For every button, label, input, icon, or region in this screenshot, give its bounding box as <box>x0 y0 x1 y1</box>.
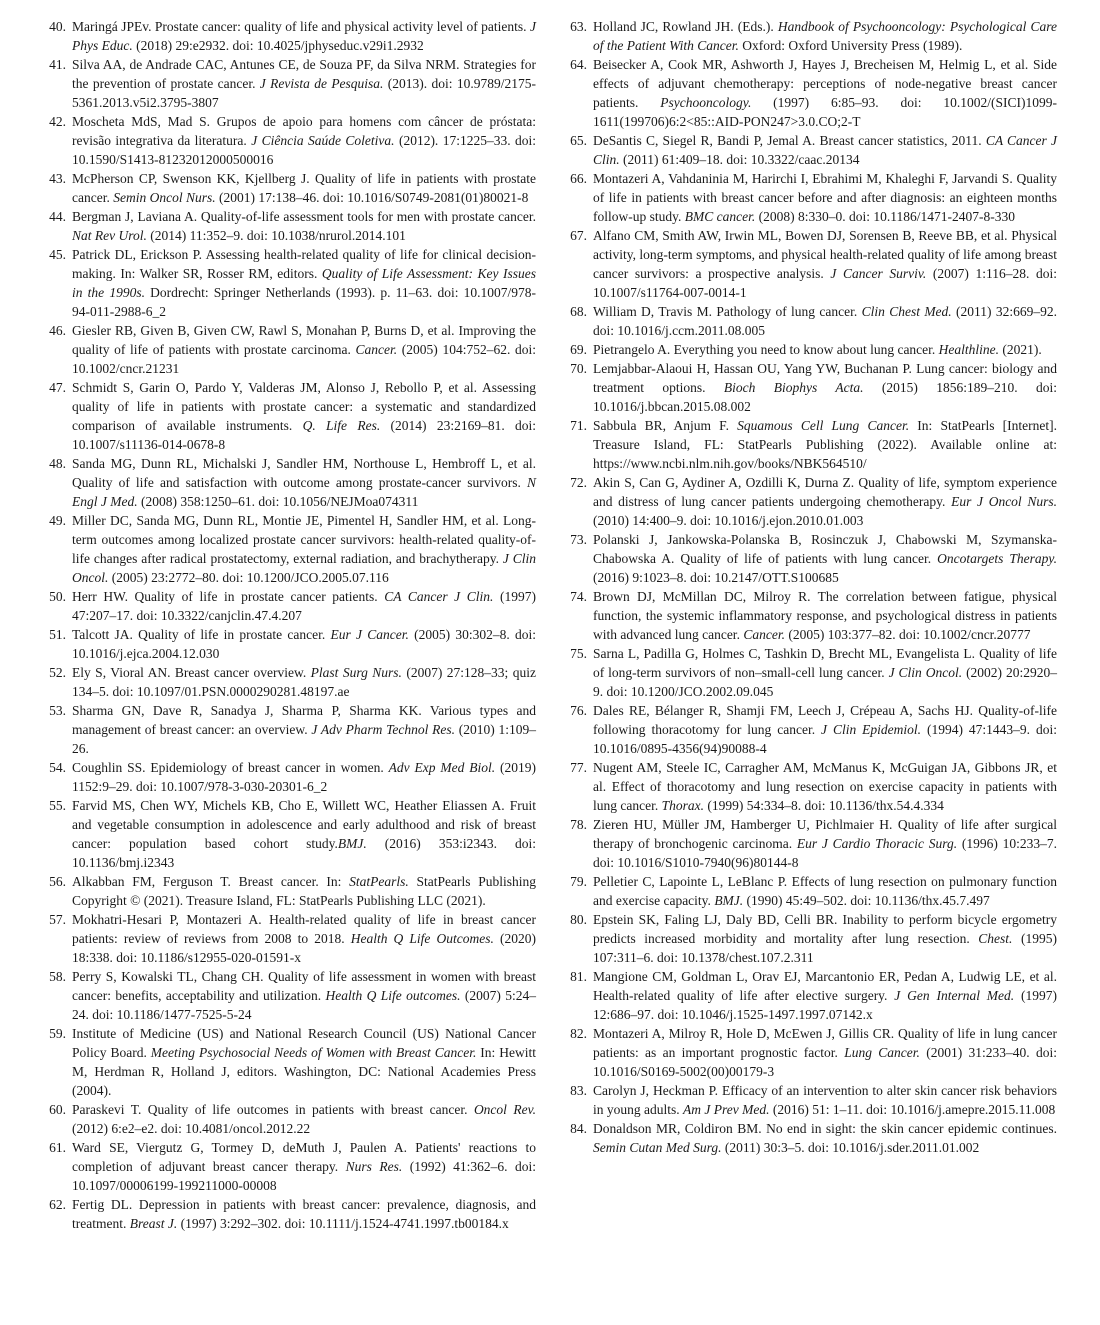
reference-number: 41. <box>49 57 66 72</box>
reference-text: DeSantis C, Siegel R, Bandi P, Jemal A. Breast cancer statistics, 2011. <box>593 133 986 148</box>
reference-number: 64. <box>570 57 587 72</box>
reference-journal: Health Q Life outcomes. <box>325 988 461 1003</box>
reference-text: (2008) 8:330–0. doi: 10.1186/1471-2407-8-330 <box>755 209 1015 224</box>
reference-number: 78. <box>570 817 587 832</box>
reference-text: Pelletier C, Lapointe L, LeBlanc P. Effects of lung resection on pulmonary function and exercise capacity. <box>593 874 1057 908</box>
reference-journal: BMJ. <box>714 893 744 908</box>
reference-number: 55. <box>49 798 66 813</box>
reference-number: 52. <box>49 665 66 680</box>
reference-text: Pietrangelo A. Everything you need to know about lung cancer. <box>593 342 939 357</box>
reference-journal: Q. Life Res. <box>302 418 381 433</box>
reference-number: 63. <box>570 19 587 34</box>
reference-text: (1997) 6:85–93. doi: 10.1002/(SICI)1099-1611(199706)6:2<85::AID-PON247>3.0.CO;2-T <box>593 95 1057 129</box>
reference-text: StatPearls Publishing Copyright © (2021). Treasure Island, FL: StatPearls Publishing LLC (2021). <box>72 874 536 908</box>
reference-entry <box>561 701 1057 758</box>
reference-number: 80. <box>570 912 587 927</box>
reference-text: Paraskevi T. Quality of life outcomes in patients with breast cancer. <box>72 1102 474 1117</box>
reference-number: 61. <box>49 1140 66 1155</box>
reference-entry <box>561 587 1057 644</box>
reference-text: Polanski J, Jankowska-Polanska B, Rosinczuk J, Chabowski M, Szymanska-Chabowska A. Quality of life of patients with lung cancer. <box>593 532 1057 566</box>
reference-text: (2002) 20:2920–9. doi: 10.1200/JCO.2002.09.045 <box>593 665 1057 699</box>
reference-journal: J Phys Educ. <box>72 19 536 53</box>
reference-journal: J Ciência Saúde Coletiva. <box>251 133 395 148</box>
reference-text: Sabbula BR, Anjum F. <box>593 418 738 433</box>
reference-number: 73. <box>570 532 587 547</box>
reference-text: (1996) 10:233–7. doi: 10.1016/S1010-7940(96)80144-8 <box>593 836 1058 870</box>
reference-text: Silva AA, de Andrade CAC, Antunes CE, de Souza PF, da Silva NRM. Strategies for the prevention of prostate cancer. <box>72 57 536 91</box>
reference-text: (2019) 1152:9–29. doi: 10.1007/978-3-030-20301-6_2 <box>72 760 536 794</box>
reference-number: 81. <box>570 969 587 984</box>
reference-text: (1999) 54:334–8. doi: 10.1136/thx.54.4.334 <box>704 798 944 813</box>
reference-journal: Healthline. <box>938 342 1000 357</box>
reference-entry <box>40 17 536 55</box>
reference-entry <box>561 1081 1057 1119</box>
reference-number: 66. <box>570 171 587 186</box>
reference-text: Holland JC, Rowland JH. (Eds.). <box>593 19 778 34</box>
reference-journal: Nurs Res. <box>345 1159 403 1174</box>
reference-number: 40. <box>49 19 66 34</box>
reference-text: Sarna L, Padilla G, Holmes C, Tashkin D, Brecht ML, Evangelista L. Quality of life of long-term survivors of non–small-cell lung cancer. <box>593 646 1057 680</box>
reference-number: 47. <box>49 380 66 395</box>
reference-number: 50. <box>49 589 66 604</box>
reference-entry <box>40 112 536 169</box>
reference-text: Donaldson MR, Coldiron BM. No end in sight: the skin cancer epidemic continues. <box>593 1121 1057 1136</box>
reference-text: Alkabban FM, Ferguson T. Breast cancer. In: <box>72 874 350 889</box>
reference-entry <box>561 359 1057 416</box>
reference-entry <box>561 872 1057 910</box>
reference-text: Akin S, Can G, Aydiner A, Ozdilli K, Durna Z. Quality of life, symptom experience and distress of lung cancer patients undergoing chemotherapy. <box>593 475 1057 509</box>
reference-entry <box>561 55 1057 131</box>
reference-text: Sharma GN, Dave R, Sanadya J, Sharma P, Sharma KK. Various types and management of breast cancer: an overview. <box>72 703 536 737</box>
reference-entry <box>40 701 536 758</box>
reference-text: (2001) 31:233–40. doi: 10.1016/S0169-5002(00)00179-3 <box>593 1045 1057 1079</box>
reference-entry <box>40 967 536 1024</box>
reference-text: (2007) 27:128–33; quiz 134–5. doi: 10.1097/01.PSN.0000290281.48197.ae <box>72 665 536 699</box>
reference-number: 75. <box>570 646 587 661</box>
reference-entry <box>40 55 536 112</box>
reference-entry <box>40 872 536 910</box>
reference-text: Schmidt S, Garin O, Pardo Y, Valderas JM, Alonso J, Rebollo P, et al. Assessing quality of life in patients with prostate cancer: a systematic and standardized comparison of available instruments. <box>72 380 536 433</box>
reference-text: (1994) 47:1443–9. doi: 10.1016/0895-4356(94)90088-4 <box>593 722 1057 756</box>
reference-journal: Meeting Psychosocial Needs of Women with Breast Cancer. <box>150 1045 477 1060</box>
reference-entry <box>561 226 1057 302</box>
reference-text: Perry S, Kowalski TL, Chang CH. Quality of life assessment in women with breast cancer: benefits, acceptability and utilization. <box>72 969 536 1003</box>
reference-text: (2005) 30:302–8. doi: 10.1016/j.ejca.2004.12.030 <box>72 627 536 661</box>
reference-text: Fertig DL. Depression in patients with breast cancer: prevalence, diagnosis, and treatment. <box>72 1197 536 1231</box>
reference-entry <box>40 796 536 872</box>
reference-entry <box>561 910 1057 967</box>
reference-number: 62. <box>49 1197 66 1212</box>
reference-journal: Handbook of Psychooncology: Psychological Care of the Patient With Cancer. <box>593 19 1057 53</box>
reference-number: 57. <box>49 912 66 927</box>
reference-journal: BMJ. <box>337 836 367 851</box>
reference-number: 69. <box>570 342 587 357</box>
reference-number: 56. <box>49 874 66 889</box>
reference-journal: CA Cancer J Clin. <box>384 589 494 604</box>
reference-text: (2016) 51: 1–11. doi: 10.1016/j.amepre.2015.11.008 <box>769 1102 1056 1117</box>
reference-text: (2011) 32:669–92. doi: 10.1016/j.ccm.2011.08.005 <box>593 304 1058 338</box>
reference-column-right <box>561 17 1057 1157</box>
reference-number: 65. <box>570 133 587 148</box>
reference-number: 48. <box>49 456 66 471</box>
reference-text: (2005) 23:2772–80. doi: 10.1200/JCO.2005.07.116 <box>108 570 389 585</box>
reference-journal: Quality of Life Assessment: Key Issues in the 1990s. <box>72 266 536 300</box>
reference-journal: Nat Rev Urol. <box>72 228 147 243</box>
reference-entry <box>40 454 536 511</box>
reference-journal: Plast Surg Nurs. <box>310 665 402 680</box>
reference-journal: J Clin Epidemiol. <box>821 722 922 737</box>
reference-journal: Chest. <box>978 931 1013 946</box>
reference-entry <box>40 663 536 701</box>
reference-text: Farvid MS, Chen WY, Michels KB, Cho E, Willett WC, Heather Eliassen A. Fruit and vegetable consumption in adolescence and early adulthood and risk of breast cancer: population based cohort study. <box>72 798 536 851</box>
reference-number: 71. <box>570 418 587 433</box>
reference-text: (1997) 47:207–17. doi: 10.3322/canjclin.47.4.207 <box>72 589 536 623</box>
reference-text: McPherson CP, Swenson KK, Kjellberg J. Quality of life in patients with prostate cancer. <box>72 171 536 205</box>
reference-entry <box>561 967 1057 1024</box>
reference-journal: Eur J Cardio Thoracic Surg. <box>796 836 958 851</box>
reference-entry <box>40 169 536 207</box>
reference-text: Mangione CM, Goldman L, Orav EJ, Marcantonio ER, Pedan A, Ludwig LE, et al. Health-related quality of life after elective surgery. <box>593 969 1057 1003</box>
reference-journal: Semin Oncol Nurs. <box>113 190 216 205</box>
reference-entry <box>561 530 1057 587</box>
reference-journal: Bioch Biophys Acta. <box>723 380 864 395</box>
reference-number: 74. <box>570 589 587 604</box>
reference-journal: J Clin Oncol. <box>888 665 963 680</box>
reference-entry <box>561 302 1057 340</box>
reference-entry <box>40 207 536 245</box>
reference-text: (2018) 29:e2932. doi: 10.4025/jphyseduc.v29i1.2932 <box>132 38 424 53</box>
reference-text: Institute of Medicine (US) and National Research Council (US) National Cancer Policy Board. <box>72 1026 536 1060</box>
reference-number: 42. <box>49 114 66 129</box>
reference-text: In: Hewitt M, Herdman R, Holland J, editors. Washington, DC: National Academies Press (2004). <box>72 1045 537 1098</box>
reference-column-left <box>40 17 536 1233</box>
reference-entry <box>40 758 536 796</box>
reference-text: Sanda MG, Dunn RL, Michalski J, Sandler HM, Northouse L, Hembroff L, et al. Quality of life and satisfaction with outcome among prostate-cancer survivors. <box>72 456 536 490</box>
reference-number: 59. <box>49 1026 66 1041</box>
reference-text: (1997) 12:686–97. doi: 10.1046/j.1525-1497.1997.07142.x <box>593 988 1057 1022</box>
reference-number: 76. <box>570 703 587 718</box>
reference-journal: Semin Cutan Med Surg. <box>593 1140 722 1155</box>
reference-text: (2010) 14:400–9. doi: 10.1016/j.ejon.2010.01.003 <box>593 513 864 528</box>
reference-text: (2020) 18:338. doi: 10.1186/s12955-020-01591-x <box>72 931 536 965</box>
reference-text: Herr HW. Quality of life in prostate cancer patients. <box>72 589 385 604</box>
reference-entry <box>40 1138 536 1195</box>
reference-journal: Eur J Oncol Nurs. <box>951 494 1058 509</box>
reference-text: (2010) 1:109–26. <box>72 722 536 756</box>
reference-text: (2007) 5:24–24. doi: 10.1186/1477-7525-5-24 <box>72 988 536 1022</box>
reference-text: (2014) 11:352–9. doi: 10.1038/nrurol.2014.101 <box>146 228 406 243</box>
reference-number: 60. <box>49 1102 66 1117</box>
reference-text: Beisecker A, Cook MR, Ashworth J, Hayes J, Brecheisen M, Helmig L, et al. Side effects of adjuvant chemotherapy: perceptions of node-negative breast cancer patients. <box>593 57 1057 110</box>
reference-text: (1990) 45:49–502. doi: 10.1136/thx.45.7.497 <box>743 893 990 908</box>
reference-text: Brown DJ, McMillan DC, Milroy R. The correlation between fatigue, physical function, the systemic inflammatory response, and psychological distress in patients with advanced lung cancer. <box>593 589 1057 642</box>
reference-number: 46. <box>49 323 66 338</box>
reference-text: Patrick DL, Erickson P. Assessing health-related quality of life for clinical decision-making. In: Walker SR, Rosser RM, editors. <box>72 247 536 281</box>
reference-journal: J Cancer Surviv. <box>830 266 927 281</box>
reference-text: (2012). 17:1225–33. doi: 10.1590/S1413-81232012000500016 <box>72 133 537 167</box>
reference-text: (2013). doi: 10.9789/2175-5361.2013.v5i2.3795-3807 <box>72 76 536 110</box>
reference-text: (2011) 61:409–18. doi: 10.3322/caac.20134 <box>619 152 860 167</box>
reference-text: Dales RE, Bélanger R, Shamji FM, Leech J, Crépeau A, Sachs HJ. Quality-of-life following thoracotomy for lung cancer. <box>593 703 1057 737</box>
reference-text: Bergman J, Laviana A. Quality-of-life assessment tools for men with prostate cancer. <box>72 209 536 224</box>
reference-journal: J Revista de Pesquisa. <box>259 76 384 91</box>
reference-text: (2011) 30:3–5. doi: 10.1016/j.sder.2011.01.002 <box>721 1140 980 1155</box>
reference-entry <box>561 1024 1057 1081</box>
reference-number: 44. <box>49 209 66 224</box>
reference-text: William D, Travis M. Pathology of lung cancer. <box>593 304 862 319</box>
reference-text: (2016) 353:i2343. doi: 10.1136/bmj.i2343 <box>72 836 536 870</box>
reference-text: (2012) 6:e2–e2. doi: 10.4081/oncol.2012.22 <box>72 1121 311 1136</box>
reference-number: 49. <box>49 513 66 528</box>
reference-text: (2007) 1:116–28. doi: 10.1007/s11764-007-0014-1 <box>593 266 1057 300</box>
reference-number: 53. <box>49 703 66 718</box>
reference-journal: BMC cancer. <box>684 209 756 224</box>
reference-journal: Squamous Cell Lung Cancer. <box>737 418 910 433</box>
reference-text: Mokhatri-Hesari P, Montazeri A. Health-related quality of life in breast cancer patients: review of reviews from 2008 to 2018. <box>72 912 536 946</box>
reference-text: (1997) 3:292–302. doi: 10.1111/j.1524-4741.1997.tb00184.x <box>177 1216 509 1231</box>
reference-text: Lemjabbar-Alaoui H, Hassan OU, Yang YW, Buchanan P. Lung cancer: biology and treatment options. <box>593 361 1057 395</box>
reference-journal: StatPearls. <box>349 874 409 889</box>
reference-text: (2021). <box>999 342 1042 357</box>
reference-journal: Am J Prev Med. <box>683 1102 770 1117</box>
reference-journal: Clin Chest Med. <box>861 304 952 319</box>
reference-entry <box>561 131 1057 169</box>
reference-text: Zieren HU, Müller JM, Hamberger U, Pichlmaier H. Quality of life after surgical therapy of bronchogenic carcinoma. <box>593 817 1057 851</box>
reference-entry <box>40 625 536 663</box>
reference-journal: Oncotargets Therapy. <box>937 551 1057 566</box>
reference-text: Epstein SK, Faling LJ, Daly BD, Celli BR. Inability to perform bicycle ergometry predicts increased morbidity and mortality after lung resection. <box>593 912 1057 946</box>
reference-journal: Health Q Life Outcomes. <box>350 931 494 946</box>
reference-number: 70. <box>570 361 587 376</box>
reference-journal: N Engl J Med. <box>72 475 536 509</box>
reference-text: Nugent AM, Steele IC, Carragher AM, McManus K, McGuigan JA, Gibbons JR, et al. Effect of thoracotomy and lung resection on exercise capacity in patients with lung cancer. <box>593 760 1057 813</box>
reference-text: Carolyn J, Heckman P. Efficacy of an intervention to alter skin cancer risk behaviors in young adults. <box>593 1083 1057 1117</box>
reference-entry <box>561 815 1057 872</box>
reference-entry <box>561 169 1057 226</box>
reference-journal: CA Cancer J Clin. <box>593 133 1057 167</box>
reference-number: 82. <box>570 1026 587 1041</box>
reference-entry <box>561 1119 1057 1157</box>
reference-text: Ward SE, Viergutz G, Tormey D, deMuth J, Paulen A. Patients' reactions to completion of adjuvant breast cancer therapy. <box>72 1140 536 1174</box>
reference-number: 68. <box>570 304 587 319</box>
reference-number: 83. <box>570 1083 587 1098</box>
reference-text: Moscheta MdS, Mad S. Grupos de apoio para homens com câncer de próstata: revisão integrativa da literatura. <box>72 114 536 148</box>
reference-text: (2005) 103:377–82. doi: 10.1002/cncr.20777 <box>784 627 1031 642</box>
reference-journal: J Clin Oncol. <box>72 551 536 585</box>
reference-text: Miller DC, Sanda MG, Dunn RL, Montie JE, Pimentel H, Sandler HM, et al. Long-term outcomes among localized prostate cancer survivors: health-related quality-of-life changes after radical prostatectomy, external radiation, and brachytherapy. <box>72 513 536 566</box>
reference-text: Giesler RB, Given B, Given CW, Rawl S, Monahan P, Burns D, et al. Improving the quality of life of patients with prostate carcinoma. <box>72 323 536 357</box>
reference-text: (2014) 23:2169–81. doi: 10.1007/s11136-014-0678-8 <box>72 418 537 452</box>
reference-journal: J Adv Pharm Technol Res. <box>311 722 455 737</box>
reference-text: (2005) 104:752–62. doi: 10.1002/cncr.21231 <box>72 342 536 376</box>
reference-number: 79. <box>570 874 587 889</box>
reference-journal: Cancer. <box>355 342 398 357</box>
reference-text: Talcott JA. Quality of life in prostate cancer. <box>72 627 331 642</box>
reference-entry <box>561 473 1057 530</box>
reference-journal: Psychooncology. <box>660 95 752 110</box>
reference-entry <box>40 321 536 378</box>
reference-journal: Thorax. <box>661 798 704 813</box>
reference-text: (1995) 107:311–6. doi: 10.1378/chest.107.2.311 <box>593 931 1057 965</box>
reference-text: (2016) 9:1023–8. doi: 10.2147/OTT.S100685 <box>593 570 839 585</box>
reference-entry <box>40 587 536 625</box>
reference-text: Oxford: Oxford University Press (1989). <box>738 38 963 53</box>
reference-entry <box>561 416 1057 473</box>
reference-number: 67. <box>570 228 587 243</box>
reference-entry <box>40 245 536 321</box>
reference-text: Montazeri A, Vahdaninia M, Harirchi I, Ebrahimi M, Khaleghi F, Jarvandi S. Quality of life in patients with breast cancer before and after diagnosis: an eighteen months follow-up study. <box>593 171 1057 224</box>
reference-text: (2001) 17:138–46. doi: 10.1016/S0749-2081(01)80021-8 <box>215 190 529 205</box>
reference-entry <box>561 758 1057 815</box>
reference-number: 84. <box>570 1121 587 1136</box>
reference-text: In: StatPearls [Internet]. Treasure Island, FL: StatPearls Publishing (2022). Available online at: https://www.ncbi.nlm.nih.gov/books/NBK564510/ <box>593 418 1057 471</box>
reference-number: 54. <box>49 760 66 775</box>
reference-entry <box>561 644 1057 701</box>
reference-number: 72. <box>570 475 587 490</box>
reference-entry <box>40 511 536 587</box>
reference-journal: Breast J. <box>129 1216 178 1231</box>
reference-entry <box>40 1100 536 1138</box>
reference-journal: Oncol Rev. <box>473 1102 536 1117</box>
reference-journal: Cancer. <box>743 627 785 642</box>
reference-journal: Lung Cancer. <box>844 1045 920 1060</box>
reference-text: Coughlin SS. Epidemiology of breast cancer in women. <box>72 760 389 775</box>
reference-text: Alfano CM, Smith AW, Irwin ML, Bowen DJ, Sorensen B, Reeve BB, et al. Physical activity, long-term symptoms, and physical health-related quality of life among breast cancer survivors: a prospective analysis. <box>593 228 1057 281</box>
reference-number: 45. <box>49 247 66 262</box>
reference-journal: Adv Exp Med Biol. <box>388 760 496 775</box>
reference-text: (2015) 1856:189–210. doi: 10.1016/j.bbcan.2015.08.002 <box>593 380 1058 414</box>
reference-journal: Eur J Cancer. <box>330 627 409 642</box>
reference-entry <box>40 910 536 967</box>
reference-entry <box>561 340 1057 359</box>
reference-text: (2008) 358:1250–61. doi: 10.1056/NEJMoa074311 <box>137 494 419 509</box>
reference-number: 51. <box>49 627 66 642</box>
reference-number: 43. <box>49 171 66 186</box>
reference-entry <box>40 1024 536 1100</box>
reference-text: Maringá JPEv. Prostate cancer: quality of life and physical activity level of patients. <box>72 19 530 34</box>
reference-text: (1992) 41:362–6. doi: 10.1097/00006199-199211000-00008 <box>72 1159 536 1193</box>
reference-entry <box>561 17 1057 55</box>
reference-text: Montazeri A, Milroy R, Hole D, McEwen J, Gillis CR. Quality of life in lung cancer patients: as an important prognostic factor. <box>593 1026 1057 1060</box>
reference-entry <box>40 378 536 454</box>
reference-number: 77. <box>570 760 587 775</box>
reference-text: Dordrecht: Springer Netherlands (1993). p. 11–63. doi: 10.1007/978-94-011-2988-6_2 <box>72 285 537 319</box>
reference-number: 58. <box>49 969 66 984</box>
reference-journal: J Gen Internal Med. <box>894 988 1015 1003</box>
reference-entry <box>40 1195 536 1233</box>
reference-text: Ely S, Vioral AN. Breast cancer overview. <box>72 665 311 680</box>
